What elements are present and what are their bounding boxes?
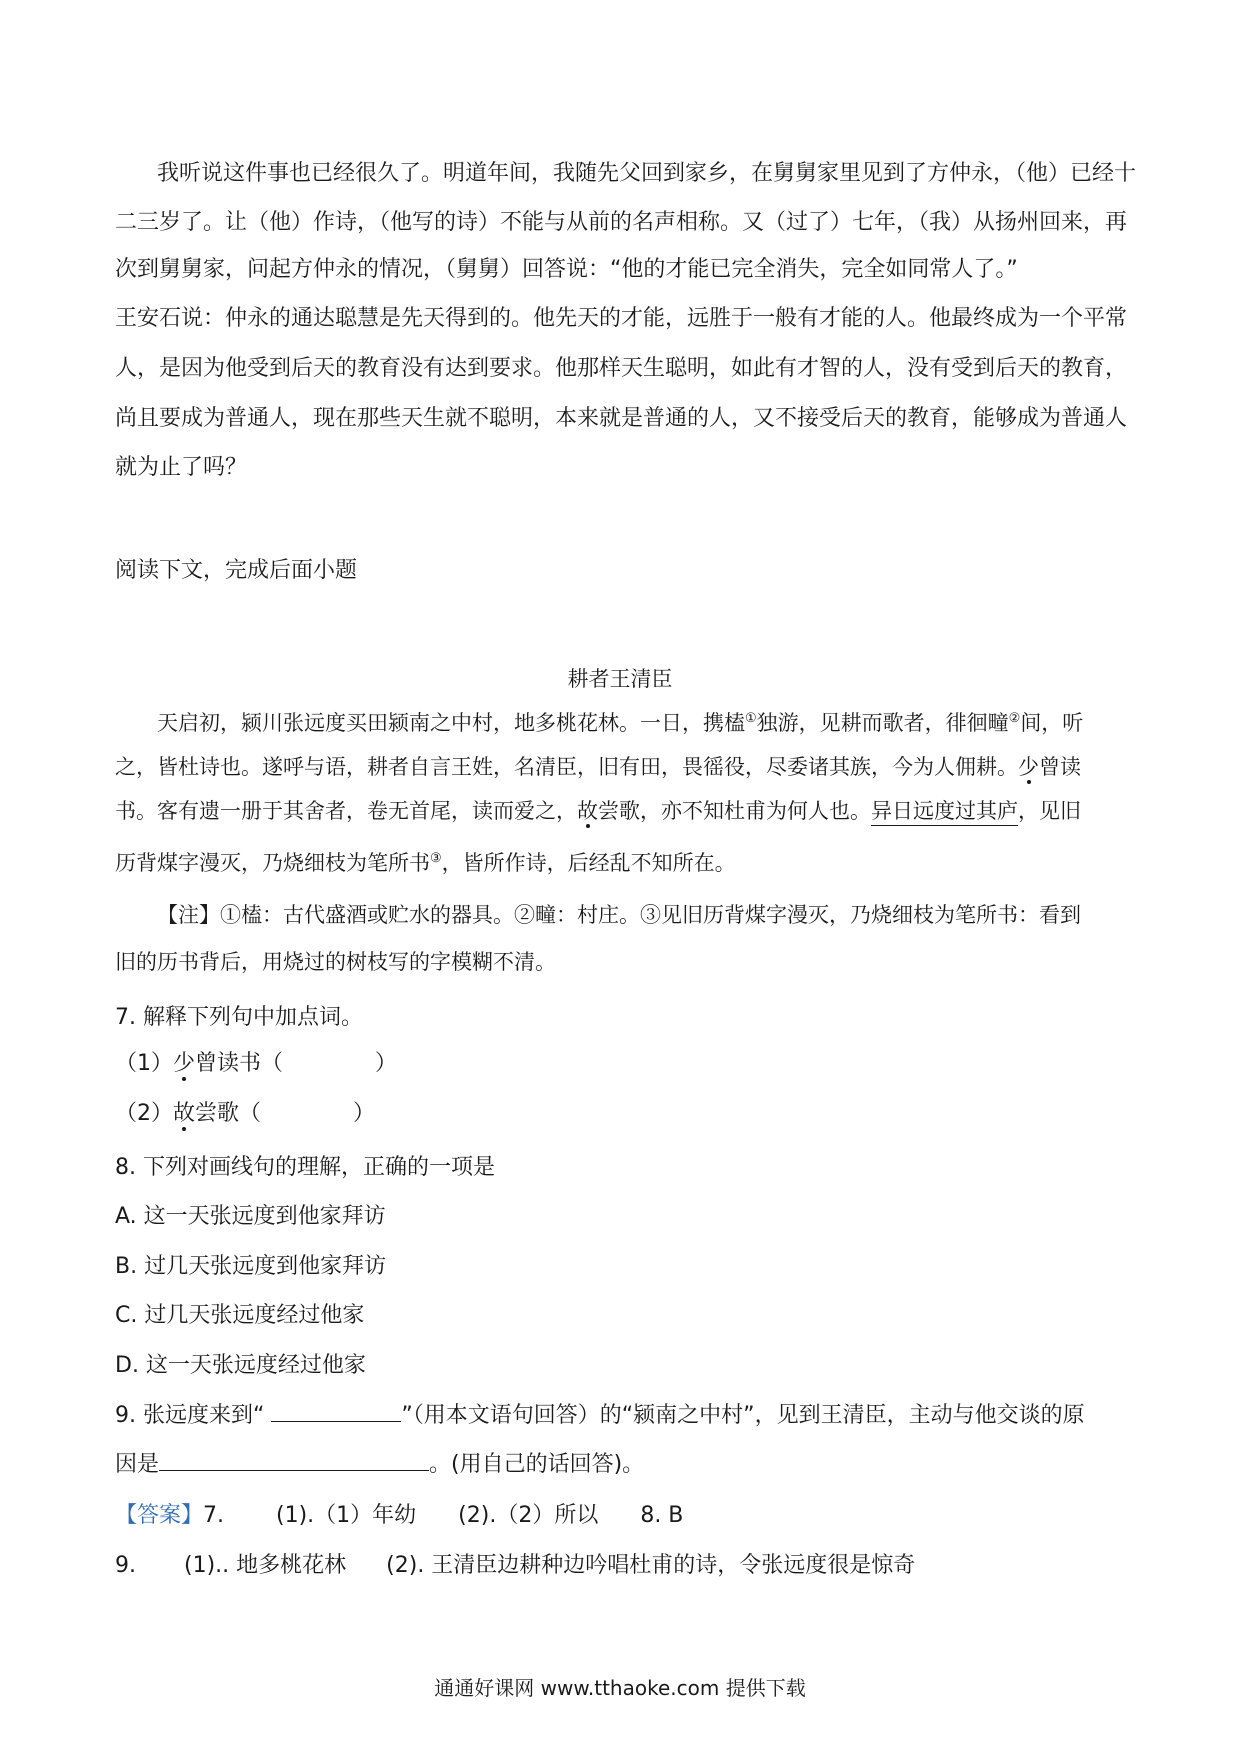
passage-text: 间，听 (1020, 711, 1084, 735)
question-9-line-2 (115, 1454, 644, 1476)
translation-line-5: 人，是因为他受到后天的教育没有达到要求。他那样天生聪明，如此有才智的人，没有受到后天的教育， (115, 356, 1128, 381)
answer-text: 8. B (640, 1503, 684, 1528)
underlined-sentence: 异日远度过其庐 (871, 799, 1018, 826)
item-text: 尝歌（ (195, 1101, 262, 1126)
passage-line-4 (115, 852, 736, 874)
question-7-item-2 (115, 1103, 375, 1125)
question-text: 。(用自己的话回答)。 (429, 1452, 645, 1477)
dotted-word: 故 (173, 1101, 196, 1126)
translation-line-1: 我听说这件事也已经很久了。明道年间，我随先父回到家乡，在舅舅家里见到了方仲永，（他）已经十 (157, 161, 1137, 186)
passage-text: ，皆所作诗，后经乱不知所在。 (441, 851, 736, 875)
passage-text: 尝歌，亦不知杜甫为何人也。 (598, 799, 871, 823)
footer-source: 通通好课网 www.tthaoke.com 提供下载 (434, 1676, 806, 1700)
passage-text: 之，皆杜诗也。遂呼与语，耕者自言王姓，名清臣，旧有田，畏徭役，尽委诸其族，今为人佣耕。 (115, 755, 1018, 779)
translation-line-4: 王安石说：仲永的通达聪慧是先天得到的。他先天的才能，远胜于一般有才能的人。他最终成为一个平常 (115, 306, 1128, 331)
passage-line-2 (115, 757, 1081, 778)
option-c: C. 过几天张远度经过他家 (115, 1303, 365, 1328)
question-text: ”（用本文语句回答）的“颍南之中村”，见到王清臣，主动与他交谈的原 (401, 1403, 1085, 1428)
passage-text: 天启初，颍川张远度买田颍南之中村，地多桃花林。一日，携榼 (157, 711, 745, 735)
note-ref-3: ③ (430, 851, 442, 866)
translation-line-6: 尚且要成为普通人，现在那些天生就不聪明，本来就是普通的人，又不接受后天的教育，能够成为普通人 (115, 406, 1128, 431)
reading-instruction: 阅读下文，完成后面小题 (115, 558, 358, 583)
passage-text: 曾读 (1039, 755, 1081, 779)
answer-text: (1).. 地多桃花林 (184, 1553, 347, 1578)
note-line-2: 旧的历书背后，用烧过的树枝写的字模糊不清。 (115, 950, 556, 974)
passage-line-1 (157, 712, 1083, 734)
item-text: 曾读书（ (195, 1051, 284, 1076)
dotted-word: 少 (1018, 755, 1039, 779)
option-a: A. 这一天张远度到他家拜访 (115, 1204, 386, 1229)
passage-text: ，见旧 (1018, 799, 1081, 823)
passage-text: 历背煤字漫灭，乃烧细枝为笔所书 (115, 851, 430, 875)
passage-text: 独游，见耕而歌者，徘徊疃 (756, 711, 1009, 735)
question-7-item-1 (115, 1053, 397, 1075)
question-9-line-1 (115, 1405, 1085, 1427)
answer-text: (2).（2）所以 (458, 1503, 599, 1528)
option-d: D. 这一天张远度经过他家 (115, 1353, 366, 1378)
question-text: 因是 (115, 1452, 160, 1477)
dotted-word: 少 (173, 1051, 196, 1076)
question-text: 9. 张远度来到“ (115, 1403, 272, 1428)
answer-text: (1).（1）年幼 (276, 1503, 417, 1528)
translation-line-2: 二三岁了。让（他）作诗，（他写的诗）不能与从前的名声相称。又（过了）七年，（我）从扬州回来，再 (115, 210, 1128, 235)
option-b: B. 过几天张远度到他家拜访 (115, 1254, 387, 1279)
item-paren: ） (353, 1101, 376, 1126)
item-paren: ） (375, 1051, 398, 1076)
question-8-stem: 8. 下列对画线句的理解，正确的一项是 (115, 1155, 495, 1180)
answer-tag: 【答案】 (115, 1503, 204, 1528)
translation-line-7: 就为止了吗？ (115, 455, 248, 480)
answer-blank[interactable] (159, 1469, 429, 1471)
passage-title: 耕者王清臣 (567, 667, 673, 691)
note-ref-2: ② (1008, 711, 1021, 726)
question-7-stem: 7. 解释下列句中加点词。 (115, 1005, 363, 1030)
answer-line-2 (115, 1555, 915, 1577)
answer-line-1 (115, 1505, 683, 1527)
note-ref-1: ① (745, 711, 757, 726)
answer-text: 9. (115, 1553, 136, 1578)
translation-line-3: 次到舅舅家，问起方仲永的情况，（舅舅）回答说：“他的才能已完全消失，完全如同常人了。” (115, 257, 1018, 282)
answer-text: 7. (203, 1503, 225, 1528)
passage-line-3 (115, 801, 1081, 822)
answer-blank[interactable] (271, 1420, 401, 1422)
item-number: （2） (115, 1101, 173, 1126)
dotted-word: 故 (577, 799, 598, 823)
item-number: （1） (115, 1051, 173, 1076)
answer-text: (2). 王清臣边耕种边吟唱杜甫的诗，令张远度很是惊奇 (386, 1553, 916, 1578)
passage-text: 书。客有遗一册于其舍者，卷无首尾，读而爱之， (115, 799, 577, 823)
note-line-1: 【注】①榼：古代盛酒或贮水的器具。②疃：村庄。③见旧历背煤字漫灭，乃烧细枝为笔所书：看到 (157, 903, 1081, 927)
